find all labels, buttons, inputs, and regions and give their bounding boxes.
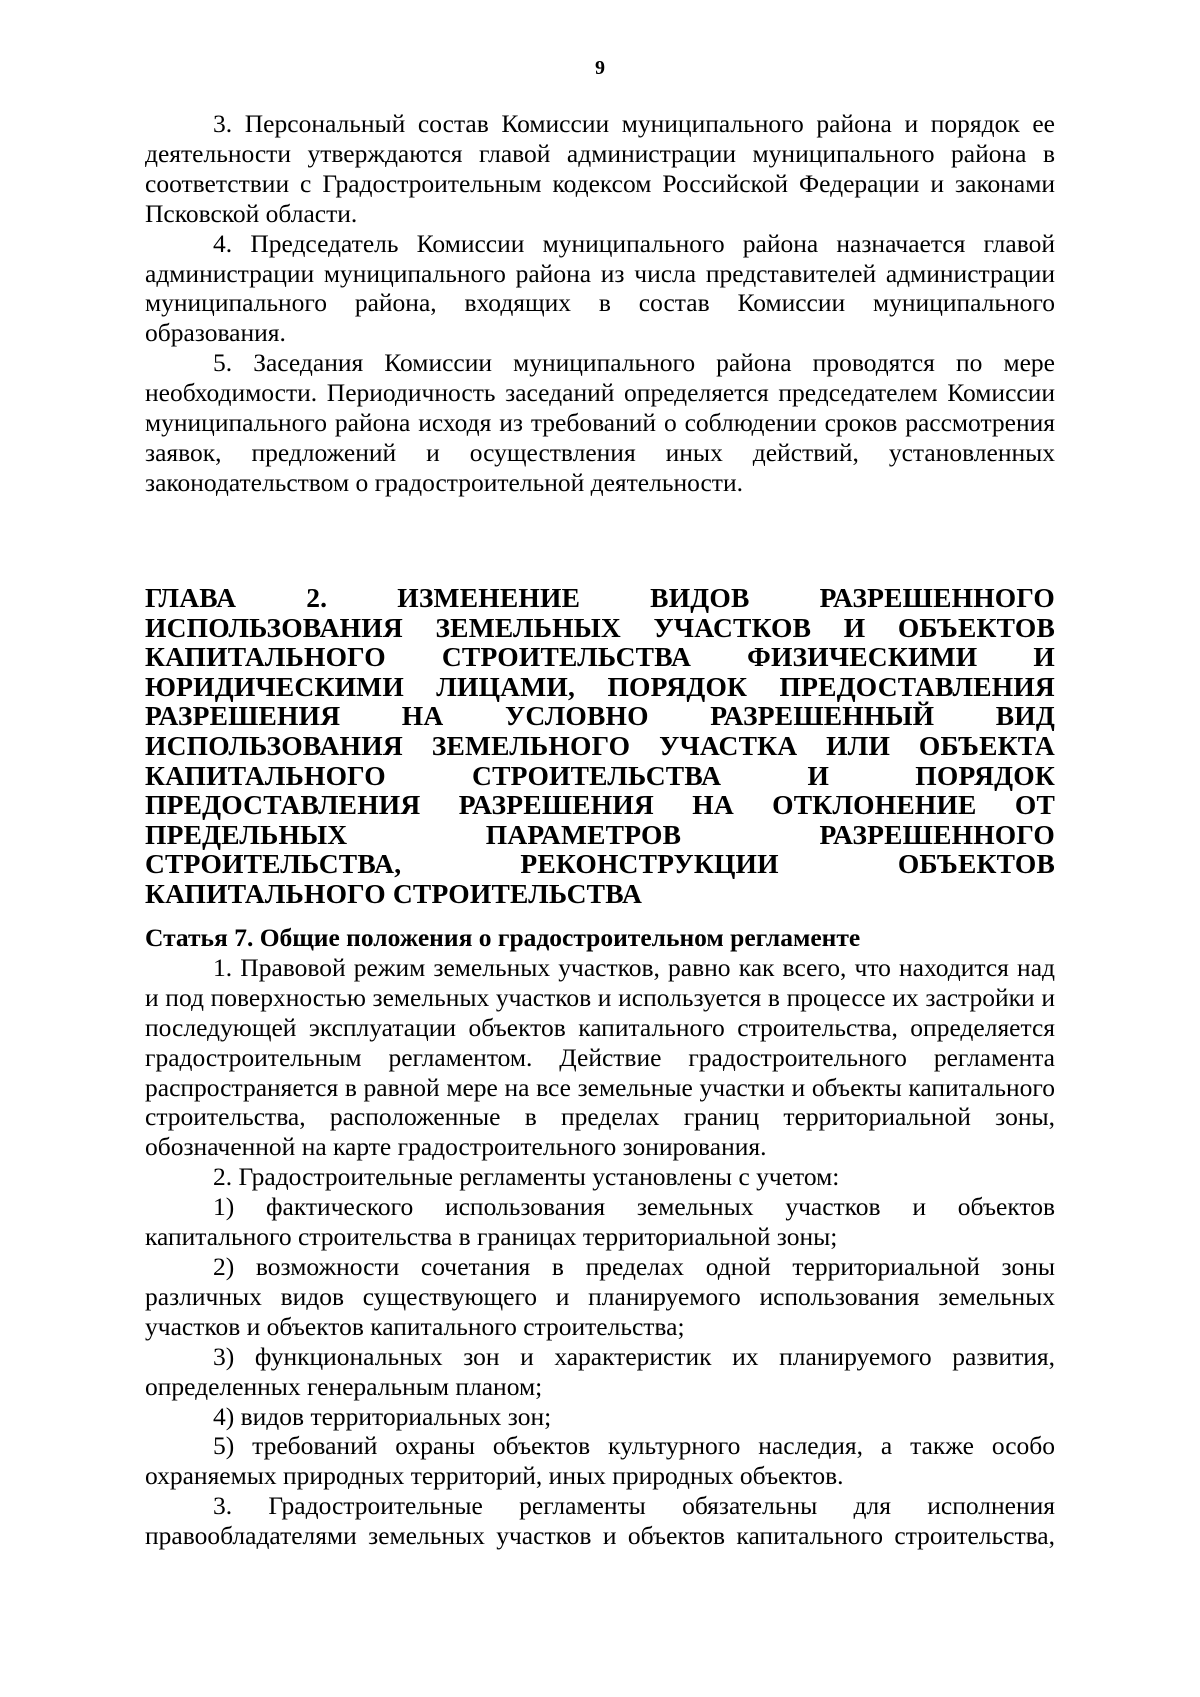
- article-paragraph-3: 3. Градостроительные регламенты обязательны для исполнения правообладателями земельных участков и объектов капитального строительства,: [145, 1491, 1055, 1551]
- article-paragraph-1: 1. Правовой режим земельных участков, равно как всего, что находится над и под поверхностью земельных участков и используется в процессе их застройки и последующей эксплуатации объектов капитального строительства, определяется градостроительным регламентом. Действие градостроительного регламента распространяется в равной мере на все земельные участки и объекты капитального строительства, расположенные в пределах границ территориальной зоны, обозначенной на карте градостроительного зонирования.: [145, 952, 1055, 1162]
- chapter-block: [145, 583, 1055, 909]
- paragraph-4: 4. Председатель Комиссии муниципального района назначается главой администрации муниципального района из числа представителей администрации муниципального района, входящих в состав Комиссии муниципального образования.: [145, 228, 1055, 348]
- chapter-heading: ГЛАВА 2. ИЗМЕНЕНИЕ ВИДОВ РАЗРЕШЕННОГО ИСПОЛЬЗОВАНИЯ ЗЕМЕЛЬНЫХ УЧАСТКОВ И ОБЪЕКТОВ КАПИТАЛЬНОГО СТРОИТЕЛЬСТВА ФИЗИЧЕСКИМИ И ЮРИДИЧЕСКИМИ ЛИЦАМИ, ПОРЯДОК ПРЕДОСТАВЛЕНИЯ РАЗРЕШЕНИЯ НА УСЛОВНО РАЗРЕШЕННЫЙ ВИД ИСПОЛЬЗОВАНИЯ ЗЕМЕЛЬНОГО УЧАСТКА ИЛИ ОБЪЕКТА КАПИТАЛЬНОГО СТРОИТЕЛЬСТВА И ПОРЯДОК ПРЕДОСТАВЛЕНИЯ РАЗРЕШЕНИЯ НА ОТКЛОНЕНИЕ ОТ ПРЕДЕЛЬНЫХ ПАРАМЕТРОВ РАЗРЕШЕННОГО СТРОИТЕЛЬСТВА, РЕКОНСТРУКЦИИ ОБЪЕКТОВ КАПИТАЛЬНОГО СТРОИТЕЛЬСТВА: [145, 582, 1055, 909]
- list-item: 4) видов территориальных зон;: [213, 1401, 552, 1431]
- page-number: 9: [595, 57, 605, 79]
- commission-paragraphs: [145, 109, 1055, 498]
- article-heading: Статья 7. Общие положения о градостроительном регламенте: [145, 923, 861, 952]
- list-item: 5) требований охраны объектов культурного наследия, а также особо охраняемых природных территорий, иных природных объектов.: [145, 1431, 1055, 1491]
- list-item: 1) фактического использования земельных участков и объектов капитального строительства в границах территориальной зоны;: [145, 1192, 1055, 1252]
- list-item: 3) функциональных зон и характеристик их планируемого развития, определенных генеральным планом;: [145, 1341, 1055, 1401]
- paragraph-5: 5. Заседания Комиссии муниципального района проводятся по мере необходимости. Периодичность заседаний определяется председателем Комиссии муниципального района исходя из требований о соблюдении сроков рассмотрения заявок, предложений и осуществления иных действий, установленных законодательством о градостроительной деятельности.: [145, 348, 1055, 497]
- paragraph-3: 3. Персональный состав Комиссии муниципального района и порядок ее деятельности утверждаются главой администрации муниципального района в соответствии с Градостроительным кодексом Российской Федерации и законами Псковской области.: [145, 109, 1055, 228]
- article-paragraph-2: 2. Градостроительные регламенты установлены с учетом:: [213, 1162, 840, 1192]
- list-item: 2) возможности сочетания в пределах одной территориальной зоны различных видов существующего и планируемого использования земельных участков и объектов капитального строительства;: [145, 1251, 1055, 1341]
- article-7-block: [145, 923, 1055, 1551]
